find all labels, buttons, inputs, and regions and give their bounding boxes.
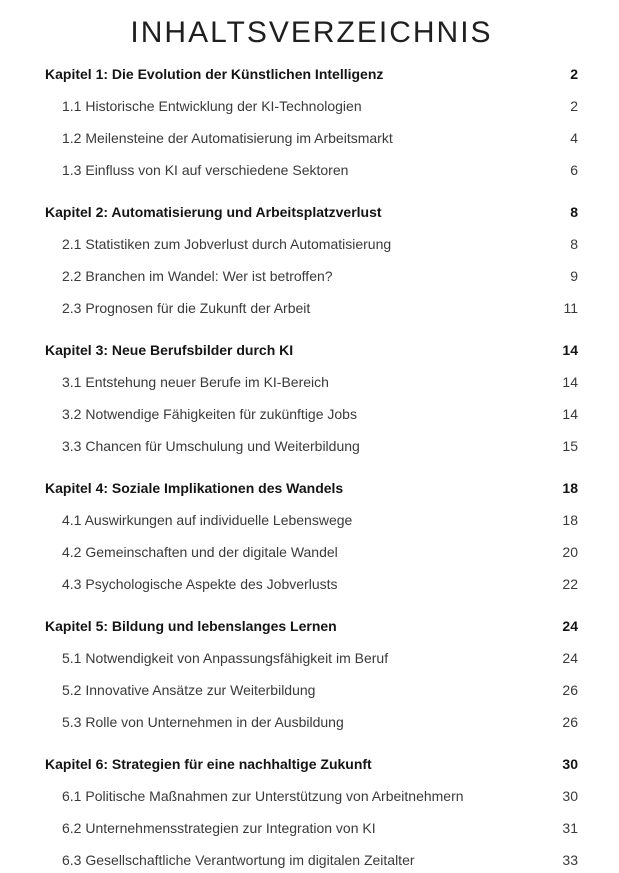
- section-title: 3.3 Chancen für Umschulung und Weiterbildung: [62, 438, 360, 454]
- toc-section-entry[interactable]: [45, 504, 578, 536]
- section-page-number: 30: [562, 788, 578, 804]
- toc-chapter-group: [45, 610, 578, 738]
- toc-chapter-group: [45, 748, 578, 873]
- section-page-number: 14: [562, 406, 578, 422]
- chapter-page-number: 24: [562, 618, 578, 634]
- section-title: 4.1 Auswirkungen auf individuelle Lebenswege: [62, 512, 353, 528]
- toc-section-entry[interactable]: [45, 228, 578, 260]
- chapter-title: Kapitel 2: Automatisierung und Arbeitsplatzverlust: [45, 204, 382, 220]
- toc-chapter-entry[interactable]: [45, 334, 578, 366]
- section-page-number: 6: [570, 162, 578, 178]
- section-page-number: 14: [562, 374, 578, 390]
- section-title: 6.3 Gesellschaftliche Verantwortung im digitalen Zeitalter: [62, 852, 415, 868]
- section-page-number: 15: [562, 438, 578, 454]
- toc-section-entry[interactable]: [45, 536, 578, 568]
- section-page-number: 2: [570, 98, 578, 114]
- section-title: 5.3 Rolle von Unternehmen in der Ausbildung: [62, 714, 344, 730]
- section-title: 5.1 Notwendigkeit von Anpassungsfähigkeit im Beruf: [62, 650, 389, 666]
- chapter-page-number: 2: [570, 66, 578, 82]
- section-title: 3.2 Notwendige Fähigkeiten für zukünftige Jobs: [62, 406, 357, 422]
- section-title: 1.2 Meilensteine der Automatisierung im Arbeitsmarkt: [62, 130, 393, 146]
- section-page-number: 18: [562, 512, 578, 528]
- toc-chapter-entry[interactable]: [45, 196, 578, 228]
- section-page-number: 33: [562, 852, 578, 868]
- toc-section-entry[interactable]: [45, 430, 578, 462]
- section-page-number: 20: [562, 544, 578, 560]
- page-title: INHALTSVERZEICHNIS: [130, 16, 493, 49]
- section-title: 2.1 Statistiken zum Jobverlust durch Automatisierung: [62, 236, 392, 252]
- toc-section-entry[interactable]: [45, 674, 578, 706]
- section-title: 1.1 Historische Entwicklung der KI-Technologien: [62, 98, 362, 114]
- toc-chapter-group: [45, 334, 578, 462]
- chapter-title: Kapitel 1: Die Evolution der Künstlichen Intelligenz: [45, 66, 384, 82]
- chapter-page-number: 30: [562, 756, 578, 772]
- toc-section-entry[interactable]: [45, 122, 578, 154]
- toc-chapter-group: [45, 472, 578, 600]
- chapter-page-number: 14: [562, 342, 578, 358]
- toc-list: [45, 58, 578, 873]
- toc-section-entry[interactable]: [45, 90, 578, 122]
- toc-chapter-entry[interactable]: [45, 472, 578, 504]
- toc-section-entry[interactable]: [45, 292, 578, 324]
- section-title: 2.3 Prognosen für die Zukunft der Arbeit: [62, 300, 311, 316]
- toc-section-entry[interactable]: [45, 780, 578, 812]
- section-page-number: 24: [562, 650, 578, 666]
- section-title: 3.1 Entstehung neuer Berufe im KI-Bereich: [62, 374, 329, 390]
- toc-section-entry[interactable]: [45, 366, 578, 398]
- toc-section-entry[interactable]: [45, 812, 578, 844]
- chapter-title: Kapitel 6: Strategien für eine nachhaltige Zukunft: [45, 756, 372, 772]
- toc-section-entry[interactable]: [45, 154, 578, 186]
- section-page-number: 26: [562, 714, 578, 730]
- section-title: 4.2 Gemeinschaften und der digitale Wandel: [62, 544, 338, 560]
- section-page-number: 11: [563, 300, 578, 316]
- section-title: 6.1 Politische Maßnahmen zur Unterstützung von Arbeitnehmern: [62, 788, 464, 804]
- toc-section-entry[interactable]: [45, 398, 578, 430]
- toc-chapter-entry[interactable]: [45, 58, 578, 90]
- section-page-number: 22: [562, 576, 578, 592]
- toc-section-entry[interactable]: [45, 844, 578, 873]
- section-page-number: 31: [562, 820, 578, 836]
- toc-chapter-group: [45, 58, 578, 186]
- toc-chapter-entry[interactable]: [45, 748, 578, 780]
- section-page-number: 26: [562, 682, 578, 698]
- chapter-title: Kapitel 3: Neue Berufsbilder durch KI: [45, 342, 294, 358]
- toc-section-entry[interactable]: [45, 642, 578, 674]
- chapter-page-number: 18: [562, 480, 578, 496]
- toc-chapter-entry[interactable]: [45, 610, 578, 642]
- section-page-number: 9: [570, 268, 578, 284]
- section-title: 2.2 Branchen im Wandel: Wer ist betroffen?: [62, 268, 333, 284]
- section-title: 6.2 Unternehmensstrategien zur Integration von KI: [62, 820, 376, 836]
- chapter-page-number: 8: [570, 204, 578, 220]
- section-title: 4.3 Psychologische Aspekte des Jobverlusts: [62, 576, 338, 592]
- toc-section-entry[interactable]: [45, 260, 578, 292]
- section-title: 5.2 Innovative Ansätze zur Weiterbildung: [62, 682, 316, 698]
- section-page-number: 8: [570, 236, 578, 252]
- toc-section-entry[interactable]: [45, 568, 578, 600]
- chapter-title: Kapitel 5: Bildung und lebenslanges Lernen: [45, 618, 337, 634]
- section-page-number: 4: [570, 130, 578, 146]
- toc-chapter-group: [45, 196, 578, 324]
- section-title: 1.3 Einfluss von KI auf verschiedene Sektoren: [62, 162, 349, 178]
- chapter-title: Kapitel 4: Soziale Implikationen des Wandels: [45, 480, 344, 496]
- toc-section-entry[interactable]: [45, 706, 578, 738]
